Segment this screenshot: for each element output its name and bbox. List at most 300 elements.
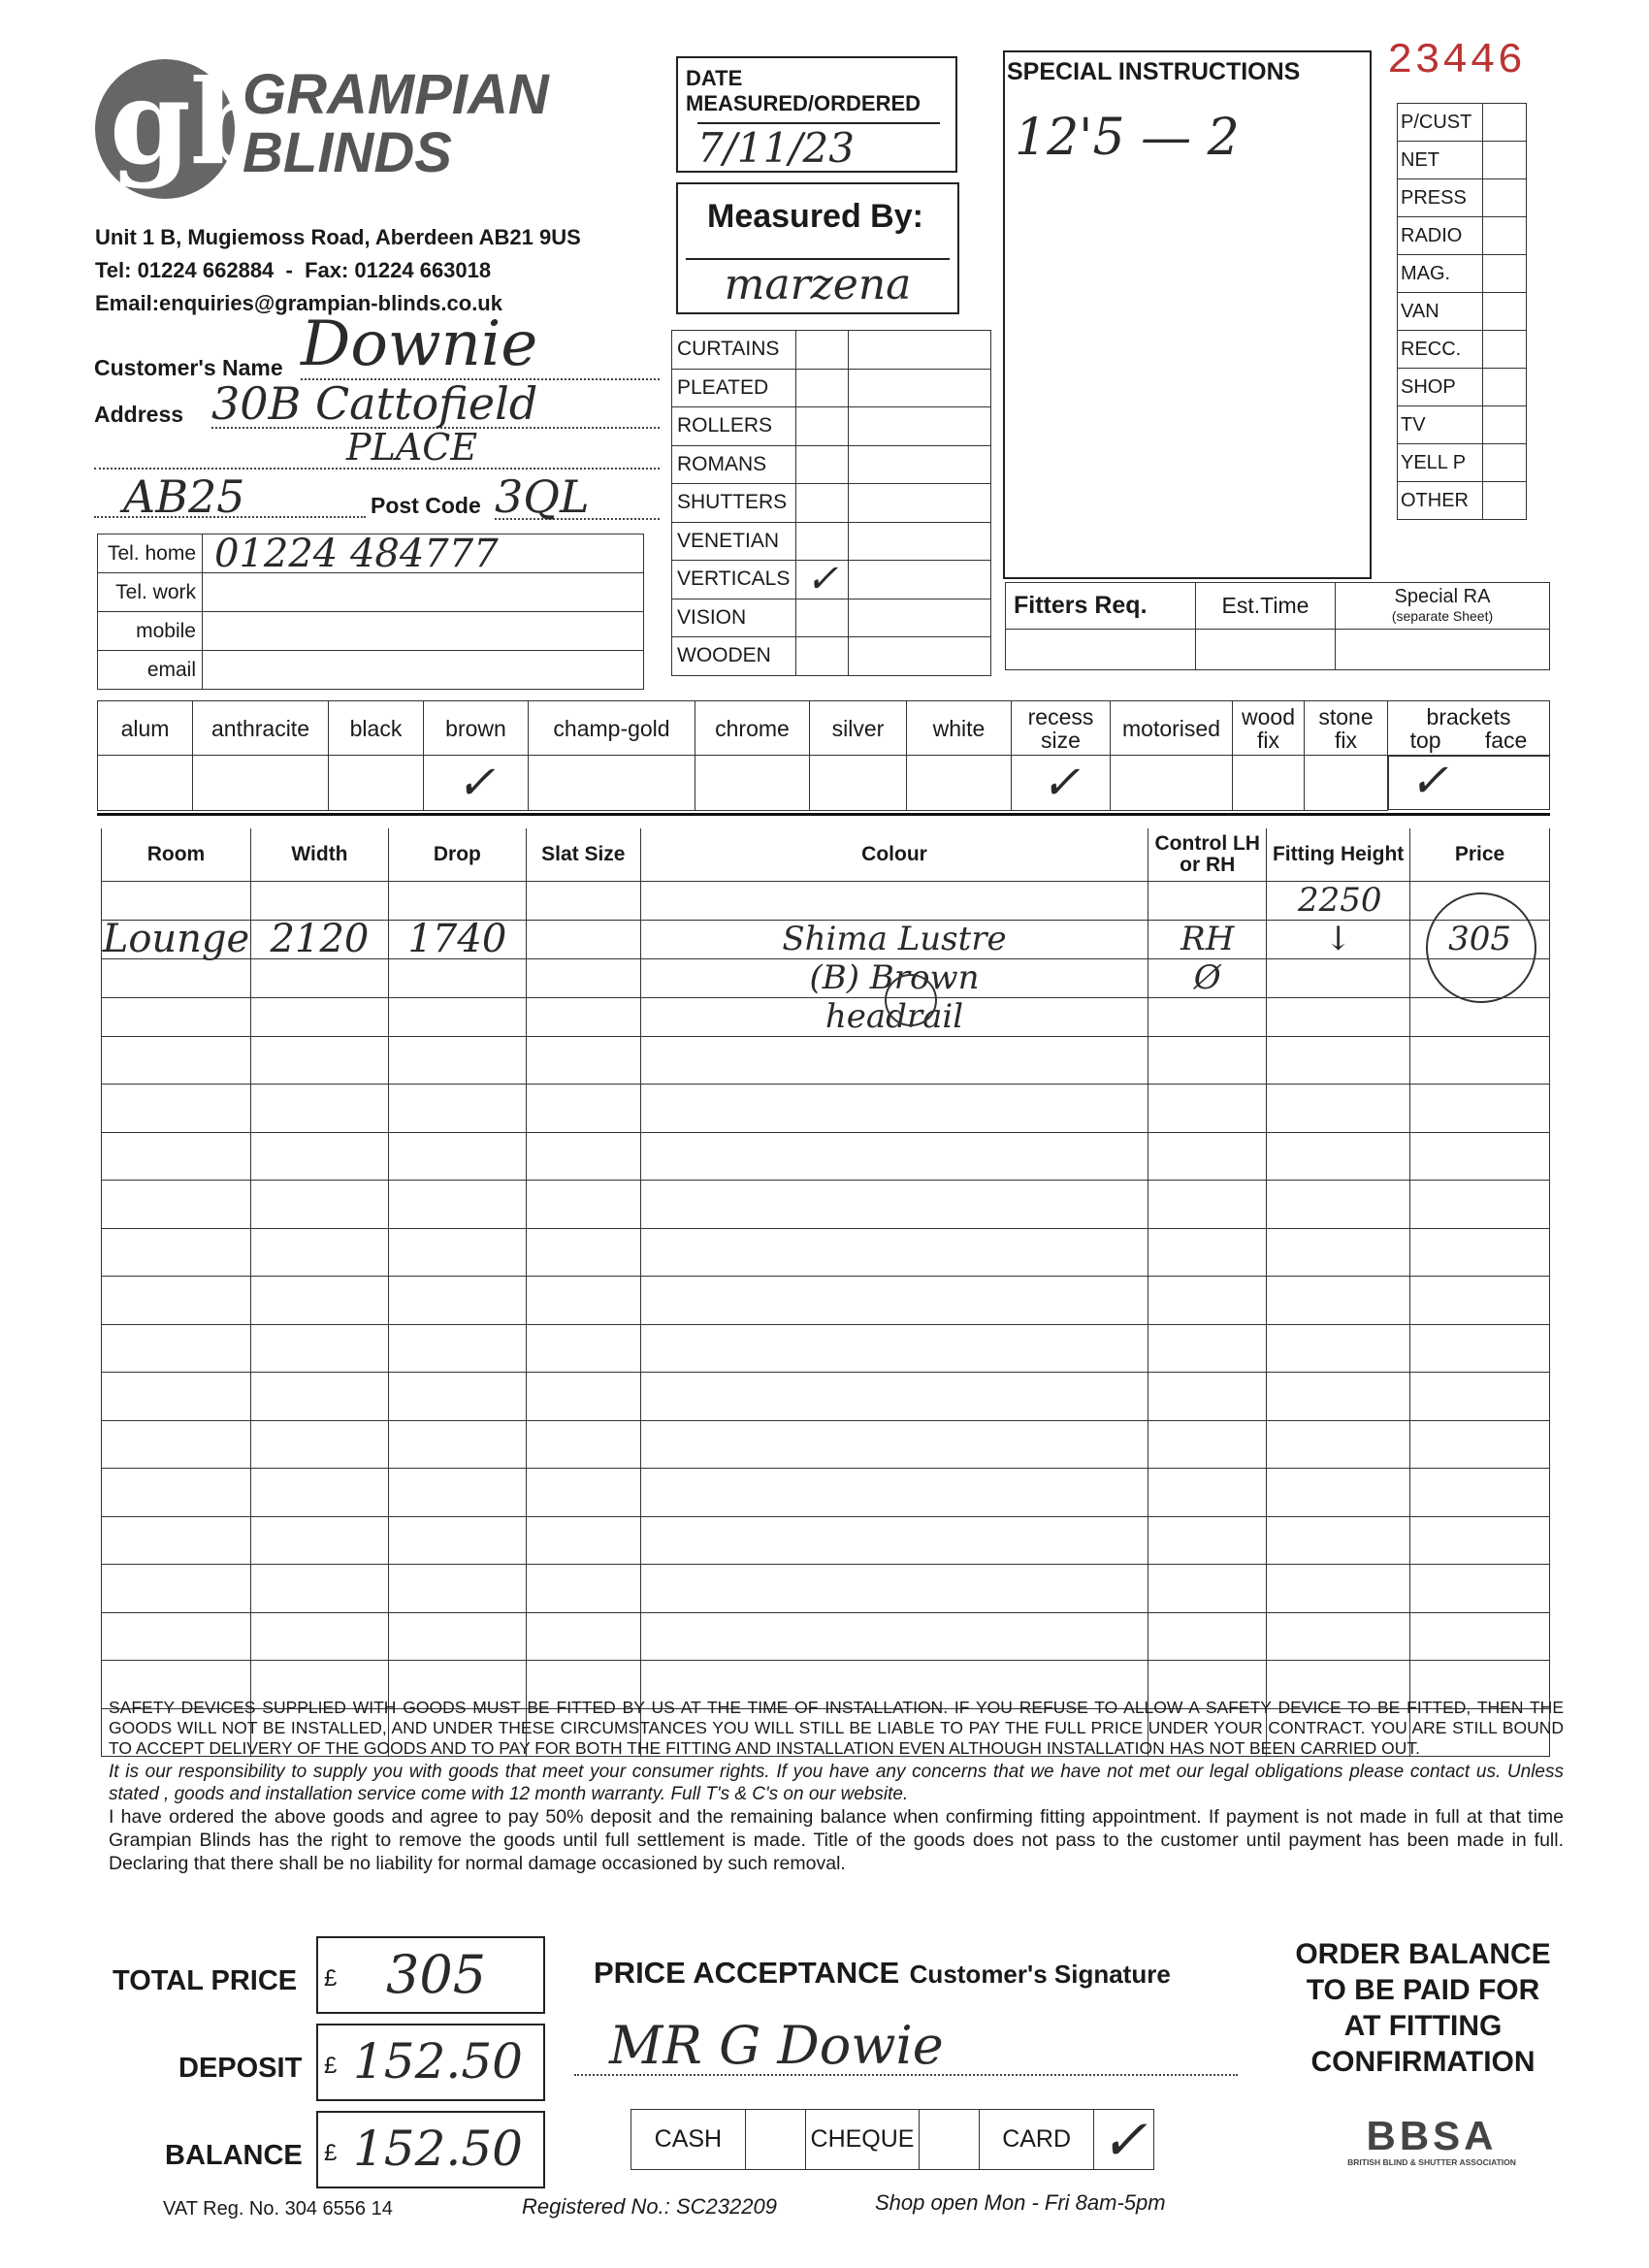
order-table-topline bbox=[97, 813, 1550, 816]
safety-terms: SAFETY DEVICES SUPPLIED WITH GOODS MUST BE FITTED BY US AT THE TIME OF INSTALLATION. IF YOU REFUSE TO ALLOW A SAFETY DEVICE TO BE FITTED, THEN THE GOODS WILL NOT BE INSTALLED, AND UNDER THESE CIRCUMSTANCES YOU WILL STILL BE LIABLE TO PAY THE FULL PRICE UNDER YOUR CONTRACT. YOU ARE STILL BOUND TO ACCEPT DELIVERY OF THE GOODS AND TO PAY FOR BOTH THE FITTING AND INSTALLATION EVEN ALTHOUGH INSTALLATION HAS NOT BEEN CARRIED OUT. bbox=[109, 1698, 1564, 1758]
contact-value[interactable] bbox=[203, 573, 644, 612]
order-cell-drop[interactable]: 1740 bbox=[388, 920, 526, 958]
source-label: TV bbox=[1398, 406, 1483, 444]
order-cell[interactable] bbox=[102, 1565, 251, 1613]
source-checkbox[interactable] bbox=[1483, 482, 1527, 520]
order-cell[interactable] bbox=[1148, 1181, 1267, 1229]
order-cell[interactable] bbox=[250, 1324, 388, 1373]
order-cell[interactable] bbox=[388, 1469, 526, 1517]
order-cell[interactable] bbox=[640, 1565, 1148, 1613]
order-cell[interactable] bbox=[640, 1420, 1148, 1469]
order-cell[interactable] bbox=[640, 1085, 1148, 1133]
order-cell-drop[interactable] bbox=[388, 997, 526, 1036]
order-cell[interactable] bbox=[250, 1565, 388, 1613]
bbsa-logo-text: BBSA bbox=[1366, 2113, 1498, 2158]
order-cell-fitting[interactable] bbox=[1267, 997, 1410, 1036]
order-cell[interactable] bbox=[1148, 1373, 1267, 1421]
order-cell[interactable] bbox=[640, 1277, 1148, 1325]
order-cell[interactable] bbox=[640, 1132, 1148, 1181]
source-label: P/CUST bbox=[1398, 104, 1483, 142]
order-cell[interactable] bbox=[1148, 1036, 1267, 1085]
option-label: stone fix bbox=[1305, 701, 1388, 756]
source-checkbox[interactable] bbox=[1483, 444, 1527, 482]
source-checkbox[interactable] bbox=[1483, 104, 1527, 142]
order-cell[interactable] bbox=[1410, 1373, 1550, 1421]
order-cell-width[interactable] bbox=[250, 997, 388, 1036]
company-name-line2: BLINDS bbox=[242, 121, 452, 184]
order-cell[interactable] bbox=[526, 1469, 640, 1517]
order-cell[interactable] bbox=[1410, 1132, 1550, 1181]
deposit-value[interactable]: 152.50 bbox=[353, 2033, 523, 2090]
source-row bbox=[1398, 444, 1527, 482]
order-cell[interactable] bbox=[1267, 1277, 1410, 1325]
product-checkbox[interactable] bbox=[796, 445, 849, 484]
colour-b-circle bbox=[885, 974, 937, 1026]
price-acceptance-label: PRICE ACCEPTANCE bbox=[594, 1956, 900, 1990]
order-cell[interactable] bbox=[388, 1181, 526, 1229]
option-checkbox[interactable] bbox=[695, 756, 810, 811]
payment-method-table bbox=[630, 2106, 1154, 2173]
option-checkbox[interactable] bbox=[193, 756, 329, 811]
contact-row bbox=[98, 573, 644, 612]
order-cell[interactable] bbox=[526, 881, 640, 920]
product-row bbox=[672, 484, 991, 523]
product-checkbox[interactable] bbox=[796, 522, 849, 561]
order-cell[interactable] bbox=[388, 1420, 526, 1469]
est-time-value[interactable] bbox=[1196, 630, 1336, 670]
order-row bbox=[102, 958, 1550, 997]
deposit-terms: I have ordered the above goods and agree to pay 50% deposit and the remaining balance when confirming fitting appointment. If payment is not made in full at that time Grampian Blinds has the right to remove the goods until full settlement is made. Title of the goods does not pass to the customer until payment has been made in full. Declaring that there shall be no liability for normal damage occasioned by such removal. bbox=[109, 1806, 1564, 1874]
order-header-cell: Drop bbox=[388, 828, 526, 881]
order-cell[interactable] bbox=[388, 1036, 526, 1085]
order-cell[interactable] bbox=[102, 881, 251, 920]
order-cell[interactable] bbox=[1410, 1085, 1550, 1133]
order-cell[interactable] bbox=[1410, 1324, 1550, 1373]
order-cell-price[interactable] bbox=[1410, 997, 1550, 1036]
order-cell[interactable] bbox=[102, 1132, 251, 1181]
brackets-label: brackets bbox=[1426, 703, 1511, 729]
order-cell[interactable] bbox=[1267, 1612, 1410, 1661]
order-cell-room[interactable] bbox=[102, 997, 251, 1036]
contact-label: Tel. work bbox=[98, 573, 203, 612]
terms-block bbox=[109, 1698, 1564, 1875]
source-checkbox[interactable] bbox=[1483, 217, 1527, 255]
order-row bbox=[102, 1181, 1550, 1229]
source-checkbox[interactable] bbox=[1483, 406, 1527, 444]
payment-method-label: CARD bbox=[980, 2110, 1094, 2170]
order-cell[interactable] bbox=[640, 1228, 1148, 1277]
special-instructions-box bbox=[1003, 50, 1372, 579]
product-notes[interactable] bbox=[849, 407, 991, 446]
order-cell[interactable] bbox=[1148, 1228, 1267, 1277]
order-cell[interactable] bbox=[388, 1324, 526, 1373]
source-label: OTHER bbox=[1398, 482, 1483, 520]
order-cell-slat[interactable] bbox=[526, 920, 640, 958]
source-checkbox[interactable] bbox=[1483, 179, 1527, 217]
total-price-box bbox=[316, 1936, 545, 2014]
order-row bbox=[102, 1516, 1550, 1565]
order-row bbox=[102, 1085, 1550, 1133]
product-notes[interactable] bbox=[849, 522, 991, 561]
order-cell[interactable] bbox=[388, 1277, 526, 1325]
order-cell[interactable] bbox=[526, 1612, 640, 1661]
order-cell[interactable] bbox=[250, 1181, 388, 1229]
contact-value[interactable] bbox=[203, 651, 644, 690]
vat-number: VAT Reg. No. 304 6556 14 bbox=[163, 2198, 393, 2219]
option-checkbox[interactable] bbox=[1233, 756, 1305, 811]
contact-row bbox=[98, 535, 644, 573]
order-cell-width[interactable]: 2120 bbox=[250, 920, 388, 958]
order-cell[interactable] bbox=[1410, 1612, 1550, 1661]
order-header-cell: Room bbox=[102, 828, 251, 881]
order-cell[interactable] bbox=[388, 1565, 526, 1613]
contact-value[interactable]: 01224 484777 bbox=[203, 535, 644, 573]
option-checkbox[interactable] bbox=[810, 756, 907, 811]
order-cell[interactable] bbox=[102, 1612, 251, 1661]
option-label: recess size bbox=[1012, 701, 1111, 756]
order-cell[interactable] bbox=[526, 1420, 640, 1469]
order-header-cell: Price bbox=[1410, 828, 1550, 881]
order-cell[interactable] bbox=[250, 1036, 388, 1085]
order-row bbox=[102, 1420, 1550, 1469]
order-cell[interactable] bbox=[102, 1036, 251, 1085]
logo-letters: gb bbox=[110, 54, 273, 191]
product-label: ROLLERS bbox=[672, 407, 796, 446]
product-label: VENETIAN bbox=[672, 522, 796, 561]
order-cell[interactable] bbox=[102, 1373, 251, 1421]
payment-method-label: CASH bbox=[631, 2110, 746, 2170]
order-cell[interactable] bbox=[388, 1132, 526, 1181]
order-cell[interactable] bbox=[640, 881, 1148, 920]
special-instructions-value[interactable]: 12'5 — 2 bbox=[1015, 109, 1240, 167]
option-checkbox[interactable] bbox=[907, 756, 1012, 811]
order-cell-slat[interactable] bbox=[526, 997, 640, 1036]
address-line3[interactable]: AB25 bbox=[94, 475, 366, 518]
source-checkbox[interactable] bbox=[1483, 369, 1527, 406]
order-cell-control[interactable]: Ø bbox=[1148, 958, 1267, 997]
order-cell-colour[interactable]: headrail bbox=[640, 997, 1148, 1036]
order-table bbox=[101, 828, 1550, 1757]
option-checkbox[interactable] bbox=[1111, 756, 1233, 811]
order-cell[interactable] bbox=[526, 1516, 640, 1565]
order-cell[interactable] bbox=[102, 1469, 251, 1517]
consumer-rights-terms: It is our responsibility to supply you with goods that meet your consumer rights. If you have any concerns that we have not met our legal obligations please contact us. Unless stated , goods and installation service come with 12 month warranty. Full T's & C's on our website. bbox=[109, 1762, 1564, 1804]
order-header-cell: Slat Size bbox=[526, 828, 640, 881]
order-cell[interactable] bbox=[250, 1420, 388, 1469]
order-cell[interactable] bbox=[1148, 1132, 1267, 1181]
product-notes[interactable] bbox=[849, 561, 991, 599]
brackets-top-label: top bbox=[1409, 727, 1441, 753]
order-cell[interactable] bbox=[526, 1565, 640, 1613]
order-cell[interactable] bbox=[1148, 881, 1267, 920]
options-label-row bbox=[98, 701, 1550, 756]
source-row bbox=[1398, 482, 1527, 520]
order-cell-room[interactable]: Lounge bbox=[102, 917, 250, 961]
source-checkbox[interactable] bbox=[1483, 293, 1527, 331]
price-acceptance-heading bbox=[594, 1956, 1171, 1991]
order-cell[interactable] bbox=[640, 1469, 1148, 1517]
shop-hours: Shop open Mon - Fri 8am-5pm bbox=[875, 2190, 1166, 2215]
order-number: 23446 bbox=[1387, 37, 1526, 85]
payment-method-label: CHEQUE bbox=[805, 2110, 920, 2170]
order-cell-slat[interactable] bbox=[526, 958, 640, 997]
order-cell[interactable] bbox=[526, 1277, 640, 1325]
order-cell[interactable] bbox=[1410, 1565, 1550, 1613]
order-cell[interactable] bbox=[1267, 1469, 1410, 1517]
order-cell[interactable] bbox=[102, 1516, 251, 1565]
order-header-row bbox=[102, 828, 1550, 881]
total-price-label: TOTAL PRICE bbox=[113, 1965, 298, 1996]
order-cell[interactable] bbox=[640, 1181, 1148, 1229]
order-cell[interactable] bbox=[1267, 1085, 1410, 1133]
special-ra-value[interactable] bbox=[1336, 630, 1550, 670]
order-cell[interactable] bbox=[388, 1516, 526, 1565]
option-checkbox[interactable] bbox=[1305, 756, 1388, 811]
fitters-table bbox=[1005, 582, 1550, 670]
company-logo bbox=[92, 54, 273, 202]
order-cell[interactable] bbox=[526, 1373, 640, 1421]
notice-line2: TO BE PAID FOR bbox=[1306, 1974, 1540, 2006]
order-cell[interactable] bbox=[250, 1132, 388, 1181]
order-cell-control[interactable]: RH bbox=[1148, 920, 1267, 958]
order-cell[interactable] bbox=[1267, 1036, 1410, 1085]
product-notes[interactable] bbox=[849, 445, 991, 484]
order-cell[interactable] bbox=[1267, 1373, 1410, 1421]
order-cell[interactable] bbox=[1267, 1181, 1410, 1229]
source-checkbox[interactable] bbox=[1483, 331, 1527, 369]
product-label: ROMANS bbox=[672, 445, 796, 484]
order-cell[interactable] bbox=[640, 1516, 1148, 1565]
order-cell[interactable] bbox=[250, 1085, 388, 1133]
order-header-cell: Control LH or RH bbox=[1148, 828, 1267, 881]
bbsa-logo bbox=[1315, 2115, 1548, 2167]
order-cell-fitting[interactable] bbox=[1267, 958, 1410, 997]
order-cell-price[interactable]: 305 bbox=[1410, 920, 1550, 958]
special-ra-cell bbox=[1336, 583, 1550, 630]
order-cell[interactable] bbox=[1410, 1181, 1550, 1229]
source-row bbox=[1398, 255, 1527, 293]
order-cell[interactable] bbox=[526, 1036, 640, 1085]
order-header-cell: Colour bbox=[640, 828, 1148, 881]
product-label: CURTAINS bbox=[672, 331, 796, 370]
fitters-req-value[interactable] bbox=[1006, 630, 1196, 670]
order-cell[interactable] bbox=[526, 1228, 640, 1277]
postcode-value[interactable]: 3QL bbox=[495, 475, 660, 520]
order-cell[interactable] bbox=[1410, 1469, 1550, 1517]
date-value[interactable]: 7/11/23 bbox=[697, 122, 940, 172]
product-label: VERTICALS bbox=[672, 561, 796, 599]
product-row bbox=[672, 445, 991, 484]
special-ra-sub: (separate Sheet) bbox=[1391, 607, 1494, 624]
options-table bbox=[97, 700, 1550, 811]
order-cell-room[interactable] bbox=[102, 958, 251, 997]
order-cell[interactable] bbox=[388, 1228, 526, 1277]
contact-row bbox=[98, 612, 644, 651]
customer-signature[interactable]: MR G Dowie bbox=[574, 2016, 1238, 2076]
notice-line1: ORDER BALANCE bbox=[1295, 1938, 1551, 1970]
order-cell[interactable] bbox=[526, 1132, 640, 1181]
source-row bbox=[1398, 369, 1527, 406]
option-checkbox[interactable] bbox=[529, 756, 695, 811]
contact-label: mobile bbox=[98, 612, 203, 651]
product-checkbox[interactable] bbox=[796, 599, 849, 637]
option-label: chrome bbox=[695, 701, 810, 756]
est-time-label: Est.Time bbox=[1196, 583, 1336, 630]
deposit-box bbox=[316, 2024, 545, 2101]
notice-line4: CONFIRMATION bbox=[1310, 2046, 1536, 2078]
payment-method-checkbox[interactable] bbox=[745, 2110, 805, 2170]
product-notes[interactable] bbox=[849, 637, 991, 676]
source-table bbox=[1397, 103, 1527, 520]
source-row bbox=[1398, 331, 1527, 369]
order-row bbox=[102, 1228, 1550, 1277]
source-label: YELL P bbox=[1398, 444, 1483, 482]
deposit-label: DEPOSIT bbox=[178, 2053, 303, 2084]
balance-notice bbox=[1263, 1936, 1583, 2080]
option-checkbox[interactable] bbox=[98, 756, 193, 811]
product-checkbox[interactable] bbox=[796, 331, 849, 370]
measured-by-value[interactable]: marzena bbox=[686, 258, 950, 309]
order-cell[interactable] bbox=[1148, 1612, 1267, 1661]
product-notes[interactable] bbox=[849, 599, 991, 637]
balance-currency: £ bbox=[324, 2140, 338, 2166]
source-row bbox=[1398, 217, 1527, 255]
order-cell-width[interactable] bbox=[250, 958, 388, 997]
order-header-cell: Fitting Height bbox=[1267, 828, 1410, 881]
order-cell[interactable] bbox=[640, 1612, 1148, 1661]
order-cell[interactable] bbox=[1148, 1516, 1267, 1565]
order-cell[interactable] bbox=[102, 1420, 251, 1469]
address-line2[interactable]: PLACE bbox=[94, 425, 660, 470]
option-label: silver bbox=[810, 701, 907, 756]
source-checkbox[interactable] bbox=[1483, 255, 1527, 293]
product-checkbox[interactable] bbox=[796, 484, 849, 523]
order-row bbox=[102, 1612, 1550, 1661]
order-cell[interactable] bbox=[388, 881, 526, 920]
product-checkbox[interactable] bbox=[796, 369, 849, 407]
brackets-options bbox=[1388, 729, 1549, 752]
order-cell[interactable] bbox=[1148, 1420, 1267, 1469]
order-cell[interactable] bbox=[1148, 1565, 1267, 1613]
brackets-top-checkbox[interactable]: ✓ bbox=[1409, 754, 1449, 808]
order-cell[interactable] bbox=[640, 1324, 1148, 1373]
customer-name-value[interactable]: Downie bbox=[301, 310, 660, 380]
payment-method-checkbox[interactable]: ✓ bbox=[1094, 2110, 1154, 2170]
order-cell[interactable] bbox=[526, 1085, 640, 1133]
product-notes[interactable] bbox=[849, 331, 991, 370]
order-row bbox=[102, 1565, 1550, 1613]
order-cell[interactable] bbox=[250, 1277, 388, 1325]
order-cell-colour[interactable]: (B) Brown bbox=[640, 958, 1148, 997]
order-cell-fitting[interactable]: ↓ bbox=[1267, 920, 1410, 958]
order-cell[interactable] bbox=[1267, 1516, 1410, 1565]
product-label: PLEATED bbox=[672, 369, 796, 407]
order-cell[interactable] bbox=[1410, 1036, 1550, 1085]
source-checkbox[interactable] bbox=[1483, 142, 1527, 179]
price-circle bbox=[1426, 892, 1536, 1003]
order-cell[interactable] bbox=[250, 1516, 388, 1565]
order-row bbox=[102, 1132, 1550, 1181]
order-cell[interactable] bbox=[640, 1373, 1148, 1421]
payment-method-checkbox[interactable] bbox=[920, 2110, 980, 2170]
source-label: RADIO bbox=[1398, 217, 1483, 255]
order-cell[interactable] bbox=[1410, 1516, 1550, 1565]
order-cell[interactable] bbox=[250, 881, 388, 920]
order-cell-colour[interactable]: Shima Lustre bbox=[640, 920, 1148, 958]
source-label: SHOP bbox=[1398, 369, 1483, 406]
order-cell[interactable] bbox=[1267, 1324, 1410, 1373]
order-cell[interactable] bbox=[1410, 1420, 1550, 1469]
order-header-cell: Width bbox=[250, 828, 388, 881]
order-cell-drop[interactable] bbox=[388, 958, 526, 997]
option-checkbox[interactable]: ✓ bbox=[1012, 756, 1111, 811]
product-type-table bbox=[671, 330, 991, 676]
measured-by-box bbox=[676, 182, 959, 314]
order-cell[interactable] bbox=[250, 1373, 388, 1421]
option-label: black bbox=[329, 701, 424, 756]
order-cell[interactable] bbox=[102, 1324, 251, 1373]
brackets-face-checkbox[interactable] bbox=[1469, 757, 1548, 809]
order-cell[interactable] bbox=[250, 1228, 388, 1277]
order-cell[interactable] bbox=[1267, 1228, 1410, 1277]
order-cell[interactable] bbox=[388, 1612, 526, 1661]
order-cell[interactable] bbox=[1148, 1469, 1267, 1517]
option-label: alum bbox=[98, 701, 193, 756]
order-cell[interactable] bbox=[1267, 1420, 1410, 1469]
order-cell[interactable] bbox=[1148, 1277, 1267, 1325]
order-cell[interactable] bbox=[250, 1469, 388, 1517]
product-notes[interactable] bbox=[849, 484, 991, 523]
order-cell[interactable] bbox=[1410, 1228, 1550, 1277]
option-checkbox[interactable]: ✓ bbox=[424, 756, 529, 811]
order-cell[interactable] bbox=[1148, 1085, 1267, 1133]
order-cell[interactable] bbox=[526, 1324, 640, 1373]
address-line1[interactable]: 30B Cattofield bbox=[211, 380, 660, 429]
product-row bbox=[672, 599, 991, 637]
order-cell[interactable] bbox=[102, 1228, 251, 1277]
order-cell[interactable] bbox=[1267, 1565, 1410, 1613]
order-cell[interactable] bbox=[1410, 1277, 1550, 1325]
contact-value[interactable] bbox=[203, 612, 644, 651]
order-cell[interactable] bbox=[388, 1085, 526, 1133]
order-cell[interactable] bbox=[1267, 1132, 1410, 1181]
product-checkbox[interactable] bbox=[796, 407, 849, 446]
order-cell[interactable] bbox=[640, 1036, 1148, 1085]
total-price-value[interactable]: 305 bbox=[386, 1944, 487, 2005]
contact-label: Tel. home bbox=[98, 535, 203, 573]
balance-label: BALANCE bbox=[165, 2140, 303, 2171]
order-row bbox=[102, 920, 1550, 958]
contact-row bbox=[98, 651, 644, 690]
balance-value[interactable]: 152.50 bbox=[353, 2121, 523, 2177]
option-checkbox[interactable] bbox=[329, 756, 424, 811]
source-row bbox=[1398, 104, 1527, 142]
order-cell[interactable] bbox=[526, 1181, 640, 1229]
contact-label: email bbox=[98, 651, 203, 690]
order-cell[interactable] bbox=[250, 1612, 388, 1661]
product-checkbox[interactable]: ✓ bbox=[796, 561, 849, 599]
product-checkbox[interactable] bbox=[796, 637, 849, 676]
product-notes[interactable] bbox=[849, 369, 991, 407]
order-cell-control[interactable] bbox=[1148, 997, 1267, 1036]
order-cell[interactable] bbox=[388, 1373, 526, 1421]
brackets-check-cell bbox=[1388, 756, 1550, 810]
order-cell[interactable] bbox=[102, 1277, 251, 1325]
order-cell[interactable] bbox=[102, 1181, 251, 1229]
order-cell[interactable] bbox=[1148, 1324, 1267, 1373]
order-cell[interactable] bbox=[102, 1085, 251, 1133]
product-row bbox=[672, 369, 991, 407]
